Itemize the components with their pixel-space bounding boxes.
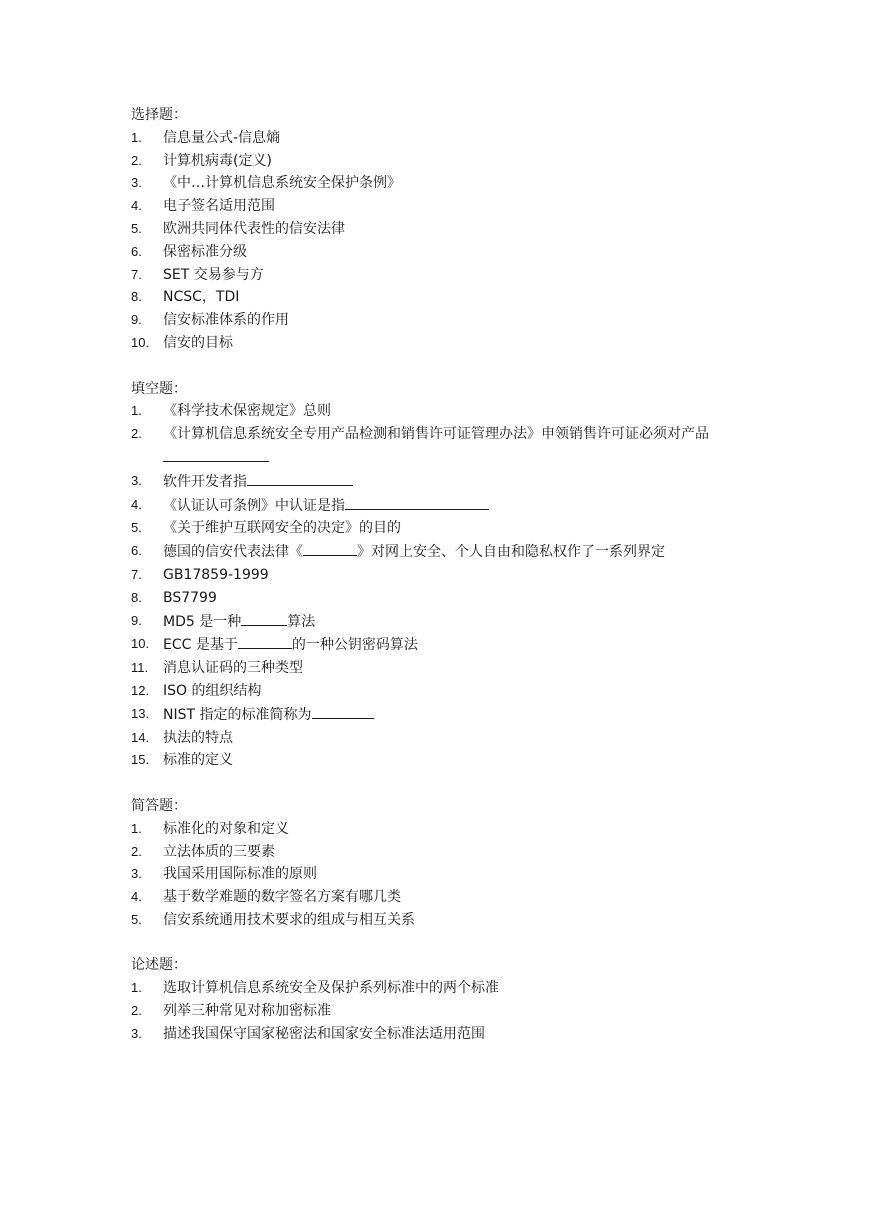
list-item xyxy=(131,841,751,864)
item-number: 1. xyxy=(131,820,142,836)
section-short-answer xyxy=(131,795,751,932)
item-number: 2. xyxy=(131,152,142,168)
item-number: 5. xyxy=(131,911,142,927)
item-number: 2. xyxy=(131,1003,142,1019)
item-text: 立法体质的三要素 xyxy=(163,843,275,860)
item-text: 执法的特点 xyxy=(163,729,233,746)
item-number: 4. xyxy=(131,198,142,214)
item-number: 5. xyxy=(131,520,142,536)
item-number: 3. xyxy=(131,472,142,488)
list-item xyxy=(131,494,751,518)
item-number: 6. xyxy=(131,543,142,559)
item-number: 3. xyxy=(131,1025,142,1041)
answer-blank xyxy=(163,446,269,462)
item-number: 8. xyxy=(131,589,142,605)
item-text: 信息量公式-信息熵 xyxy=(163,129,281,146)
item-text: 选取计算机信息系统安全及保护系列标准中的两个标准 xyxy=(163,980,499,997)
section-fill-in xyxy=(131,378,751,773)
item-number: 4. xyxy=(131,889,142,905)
item-text: 信安的目标 xyxy=(163,334,233,351)
item-number: 6. xyxy=(131,243,142,259)
item-text: 标准化的对象和定义 xyxy=(163,820,289,837)
item-number: 7. xyxy=(131,266,142,282)
list-item xyxy=(131,863,751,886)
item-number: 14. xyxy=(131,729,150,745)
item-number: 5. xyxy=(131,220,142,236)
item-text: 德国的信安代表法律《 》对网上安全、个人自由和隐私权作了一系列界定 xyxy=(163,540,751,564)
section-heading: 简答题： xyxy=(131,797,187,814)
answer-blank xyxy=(303,540,357,556)
item-number: 2. xyxy=(131,843,142,859)
item-number: 8. xyxy=(131,289,142,305)
item-number: 9. xyxy=(131,612,142,628)
answer-blank xyxy=(241,610,287,626)
list-item xyxy=(131,241,751,264)
item-text: ECC 是基于 的一种公钥密码算法 xyxy=(163,633,751,657)
item-text: SET 交易参与方 xyxy=(163,266,264,283)
list-item xyxy=(131,633,751,657)
item-text: 我国采用国际标准的原则 xyxy=(163,866,317,883)
list-item xyxy=(131,727,751,750)
list-item xyxy=(131,1023,751,1046)
item-text: 信安系统通用技术要求的组成与相互关系 xyxy=(163,911,415,928)
item-text: 保密标准分级 xyxy=(163,243,247,260)
item-text: 《科学技术保密规定》总则 xyxy=(163,403,331,420)
list-item xyxy=(131,264,751,287)
answer-blank xyxy=(312,703,374,719)
answer-blank xyxy=(247,470,353,486)
item-number: 13. xyxy=(131,705,150,721)
list-item xyxy=(131,749,751,772)
item-text: 列举三种常见对称加密标准 xyxy=(163,1003,331,1020)
list-item xyxy=(131,977,751,1000)
list-item xyxy=(131,517,751,540)
section-heading: 填空题： xyxy=(131,380,187,397)
list-item xyxy=(131,470,751,494)
list-item xyxy=(131,703,751,727)
item-text: 基于数学难题的数字签名方案有哪几类 xyxy=(163,889,401,906)
item-number: 12. xyxy=(131,682,150,698)
section-choice xyxy=(131,104,751,355)
list-item xyxy=(131,195,751,218)
item-number: 1. xyxy=(131,403,142,419)
item-number: 3. xyxy=(131,175,142,191)
item-number: 1. xyxy=(131,129,142,145)
item-text: 《认证认可条例》中认证是指 xyxy=(163,494,751,518)
item-number: 4. xyxy=(131,496,142,512)
document-content xyxy=(131,104,751,1068)
item-text: 软件开发者指 xyxy=(163,470,751,494)
list-item xyxy=(131,1000,751,1023)
item-text: 《中…计算机信息系统安全保护条例》 xyxy=(163,175,401,192)
list-item xyxy=(131,127,751,150)
section-heading: 选择题： xyxy=(131,107,187,123)
list-item xyxy=(131,400,751,423)
list-item xyxy=(131,218,751,241)
list-item xyxy=(131,172,751,195)
item-text: 电子签名适用范围 xyxy=(163,198,275,215)
item-number: 9. xyxy=(131,312,142,328)
section-heading: 论述题： xyxy=(131,957,187,974)
list-item xyxy=(131,309,751,332)
item-text: 欧洲共同体代表性的信安法律 xyxy=(163,220,345,237)
item-number: 15. xyxy=(131,752,150,768)
item-text: 描述我国保守国家秘密法和国家安全标准法适用范围 xyxy=(163,1025,485,1042)
item-text: 《计算机信息系统安全专用产品检测和销售许可证管理办法》申领销售许可证必须对产品 xyxy=(163,423,751,470)
list-item xyxy=(131,657,751,680)
item-text: ISO 的组织结构 xyxy=(163,682,262,699)
list-item xyxy=(131,332,751,355)
list-item xyxy=(131,150,751,173)
item-number: 7. xyxy=(131,566,142,582)
item-text: 标准的定义 xyxy=(163,752,233,769)
item-number: 1. xyxy=(131,980,142,996)
section-essay xyxy=(131,954,751,1045)
item-text: GB17859-1999 xyxy=(163,566,269,583)
answer-blank xyxy=(238,633,292,649)
list-item xyxy=(131,587,751,610)
list-item xyxy=(131,818,751,841)
item-text: 《关于维护互联网安全的决定》的目的 xyxy=(163,520,401,537)
list-item xyxy=(131,909,751,932)
list-item xyxy=(131,564,751,587)
list-item xyxy=(131,286,751,309)
item-number: 10. xyxy=(131,334,150,350)
item-number: 2. xyxy=(131,426,142,442)
item-text: NCSC，TDI xyxy=(163,289,240,306)
item-number: 10. xyxy=(131,636,150,652)
list-item xyxy=(131,423,751,470)
list-item xyxy=(131,886,751,909)
item-text: NIST 指定的标准简称为 xyxy=(163,703,751,727)
item-text: 消息认证码的三种类型 xyxy=(163,660,303,677)
item-number: 11. xyxy=(131,660,149,676)
item-text: 信安标准体系的作用 xyxy=(163,312,289,329)
list-item xyxy=(131,540,751,564)
item-number: 3. xyxy=(131,866,142,882)
item-text: MD5 是一种 算法 xyxy=(163,610,751,634)
item-text: BS7799 xyxy=(163,589,217,606)
answer-blank xyxy=(345,494,489,510)
list-item xyxy=(131,680,751,703)
item-text: 计算机病毒(定义) xyxy=(163,152,272,169)
list-item xyxy=(131,610,751,634)
